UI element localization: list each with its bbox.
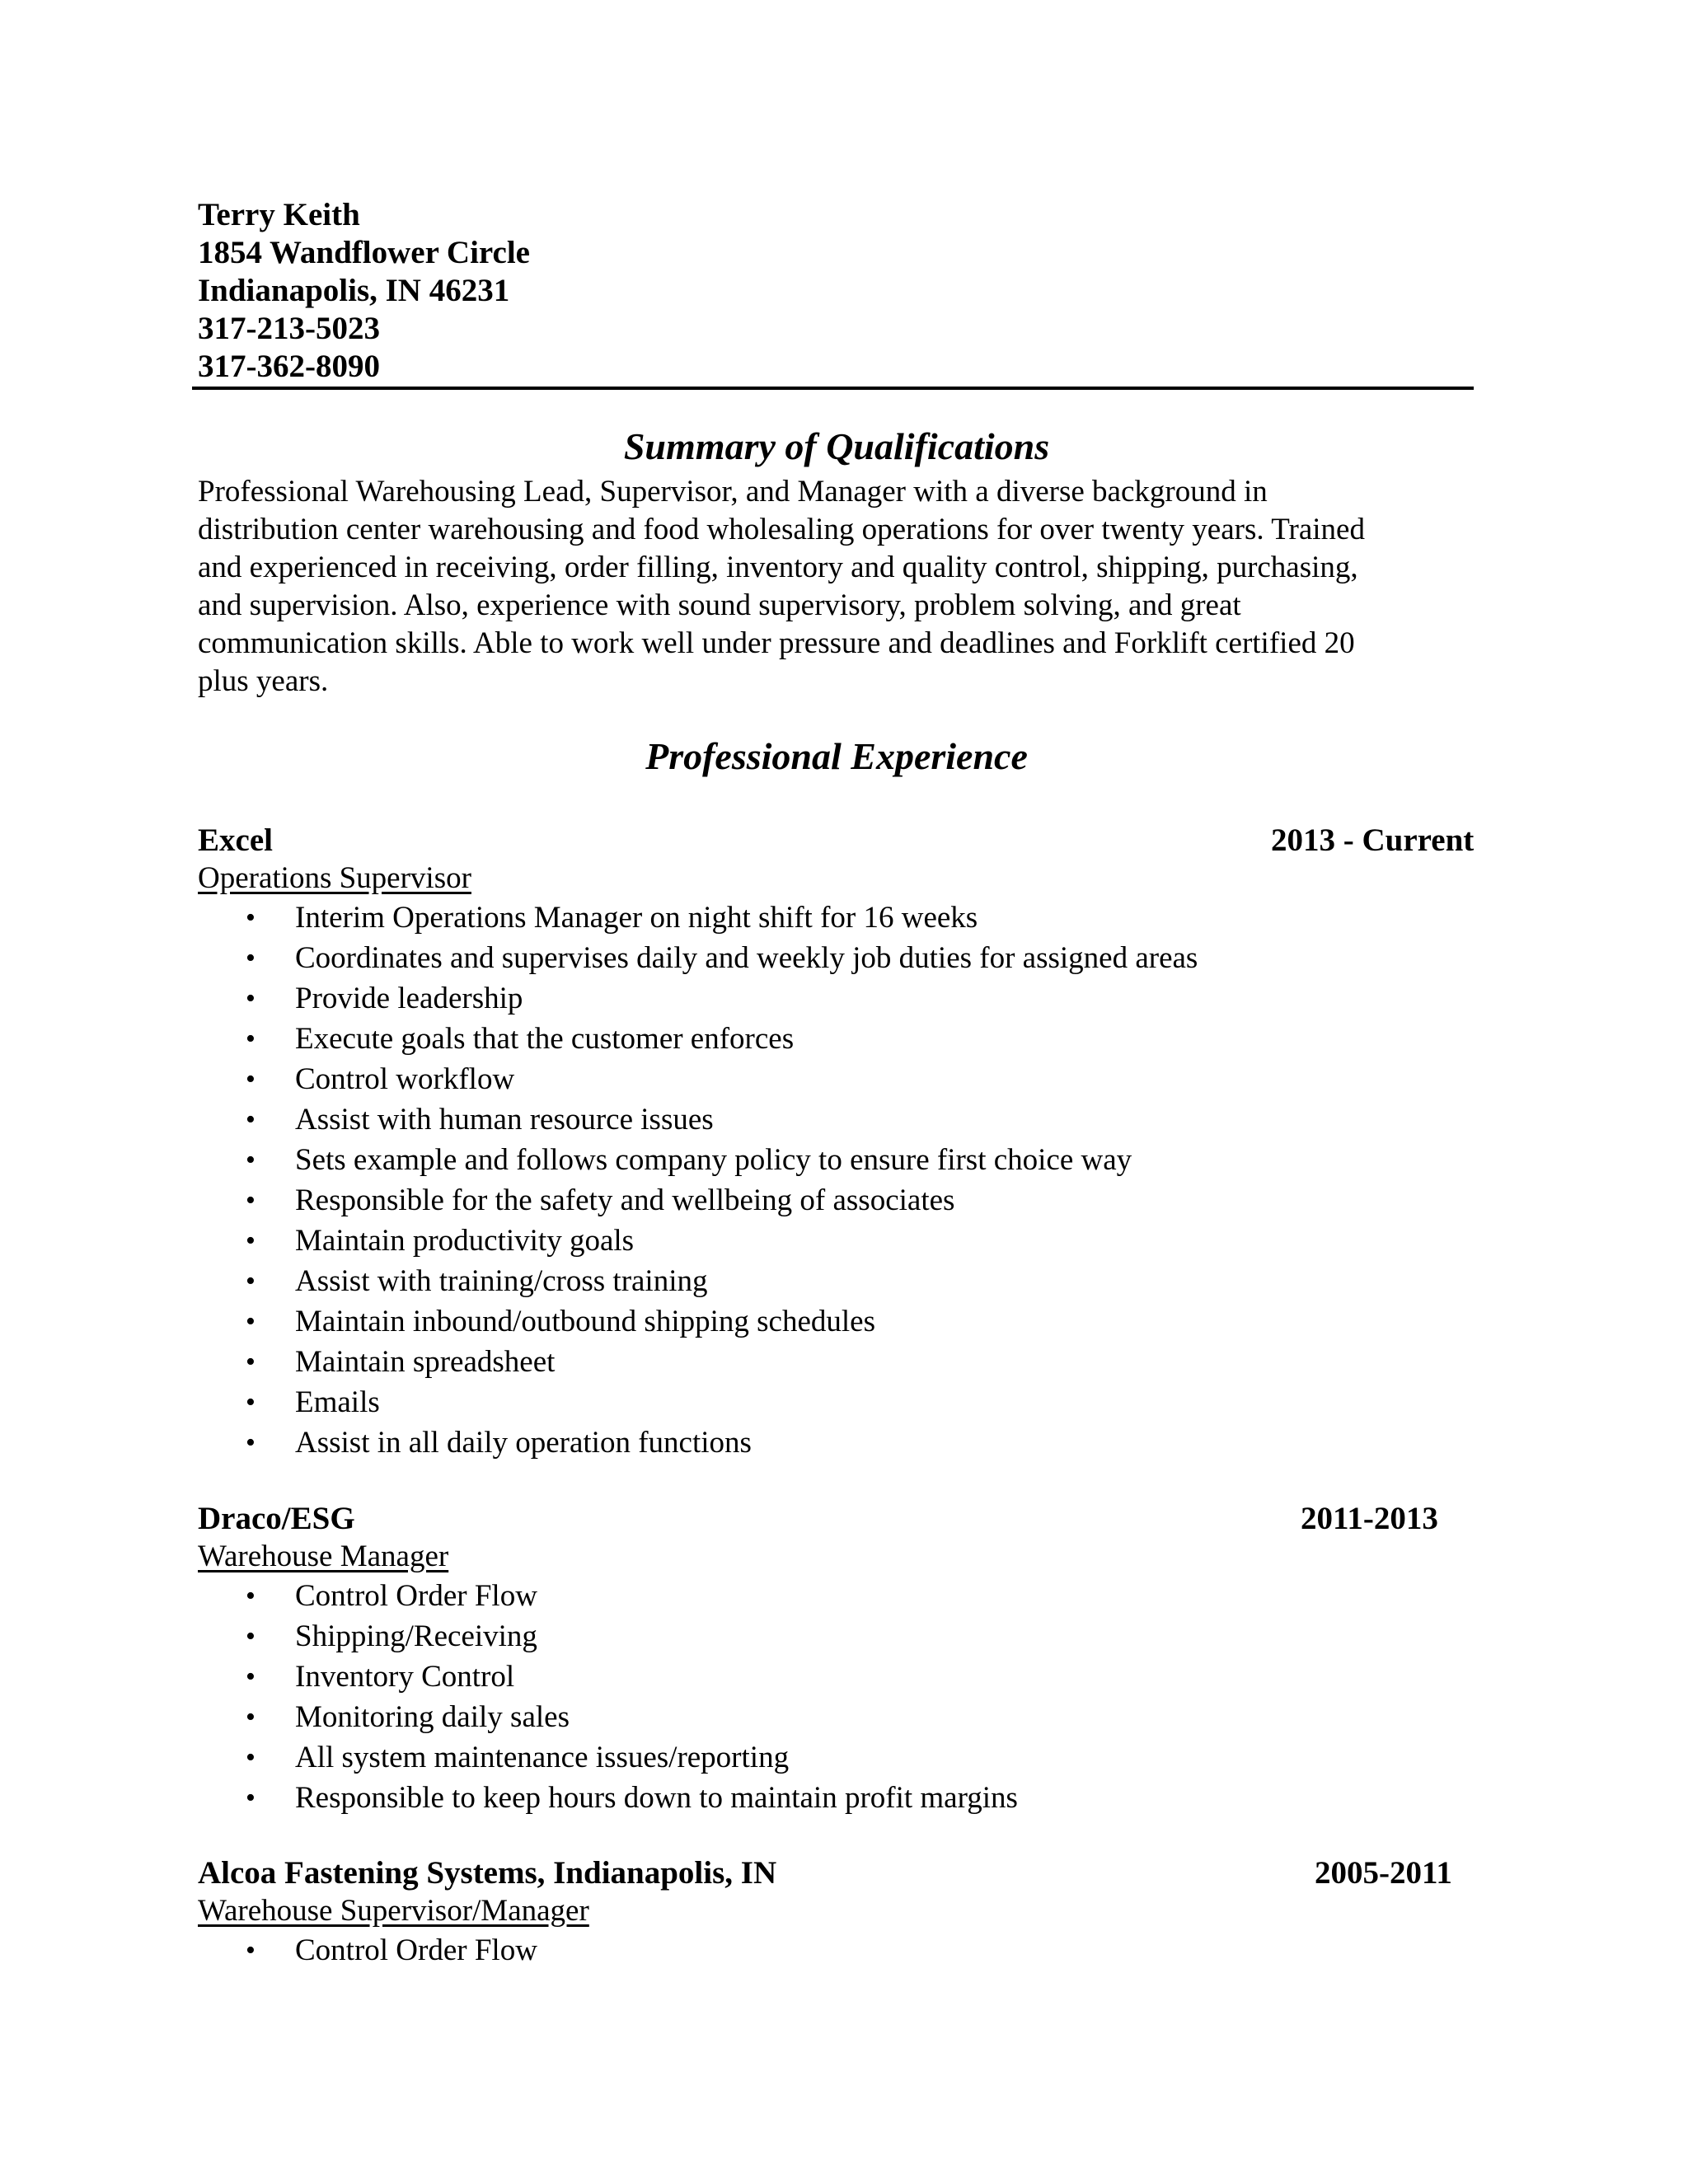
summary-line: plus years. (198, 664, 329, 698)
job-title: Warehouse Manager (198, 1540, 449, 1573)
street-address: 1854 Wandflower Circle (198, 235, 530, 270)
job-entry (198, 822, 1484, 1463)
summary-line: distribution center warehousing and food wholesaling operations for over twenty years. Trained (198, 513, 1365, 546)
summary-line: communication skills. Able to work well under pressure and deadlines and Forklift certified 20 (198, 626, 1355, 660)
job-entry (198, 1854, 1484, 1971)
city-state-zip: Indianapolis, IN 46231 (198, 273, 510, 308)
duty-item: • All system maintenance issues/reporting (198, 1737, 1484, 1778)
duty-item: • Maintain inbound/outbound shipping schedules (198, 1301, 1484, 1342)
duty-item: • Maintain spreadsheet (198, 1342, 1484, 1382)
job-entry (198, 1500, 1484, 1818)
duty-item: • Interim Operations Manager on night shift for 16 weeks (198, 898, 1484, 938)
duties-list (198, 898, 1484, 1463)
experience-heading: Professional Experience (645, 735, 1028, 777)
duty-item: • Shipping/Receiving (198, 1616, 1484, 1657)
duty-item: • Control Order Flow (198, 1930, 1484, 1971)
duty-item: • Responsible to keep hours down to maintain profit margins (198, 1778, 1484, 1818)
duty-item: • Assist in all daily operation functions (198, 1422, 1484, 1463)
duty-item: • Emails (198, 1382, 1484, 1422)
duty-item: • Coordinates and supervises daily and weekly job duties for assigned areas (198, 938, 1484, 978)
summary-line: Professional Warehousing Lead, Supervisor, and Manager with a diverse background in (198, 475, 1268, 509)
duty-item: • Provide leadership (198, 978, 1484, 1019)
job-title: Warehouse Supervisor/Manager (198, 1894, 589, 1928)
employer-name: Draco/ESG (198, 1501, 355, 1536)
summary-heading: Summary of Qualifications (623, 425, 1050, 467)
duty-item: • Maintain productivity goals (198, 1221, 1484, 1261)
employment-dates: 2005-2011 (1315, 1855, 1452, 1891)
header-divider (192, 387, 1474, 390)
summary-paragraph (198, 473, 1484, 701)
duty-item: • Control workflow (198, 1059, 1484, 1099)
summary-line: and supervision. Also, experience with sound supervisory, problem solving, and great (198, 588, 1241, 622)
duty-item: • Assist with human resource issues (198, 1099, 1484, 1140)
candidate-name: Terry Keith (198, 197, 360, 232)
duties-list (198, 1930, 1484, 1971)
summary-line: and experienced in receiving, order filling, inventory and quality control, shipping, purchasing, (198, 551, 1358, 584)
duty-item: • Control Order Flow (198, 1576, 1484, 1616)
duty-item: • Execute goals that the customer enforces (198, 1019, 1484, 1059)
phone-number-primary: 317-213-5023 (198, 311, 380, 346)
duty-item: • Monitoring daily sales (198, 1697, 1484, 1737)
duty-item: • Assist with training/cross training (198, 1261, 1484, 1301)
employment-dates: 2013 - Current (1271, 823, 1475, 858)
contact-block (198, 196, 530, 386)
duty-item: • Sets example and follows company policy to ensure first choice way (198, 1140, 1484, 1180)
job-title: Operations Supervisor (198, 861, 471, 895)
duties-list (198, 1576, 1484, 1818)
employer-name: Alcoa Fastening Systems, Indianapolis, IN (198, 1855, 777, 1891)
employer-name: Excel (198, 823, 273, 858)
employment-dates: 2011-2013 (1301, 1501, 1438, 1536)
duty-item: • Inventory Control (198, 1657, 1484, 1697)
duty-item: • Responsible for the safety and wellbeing of associates (198, 1180, 1484, 1221)
phone-number-secondary: 317-362-8090 (198, 349, 380, 384)
